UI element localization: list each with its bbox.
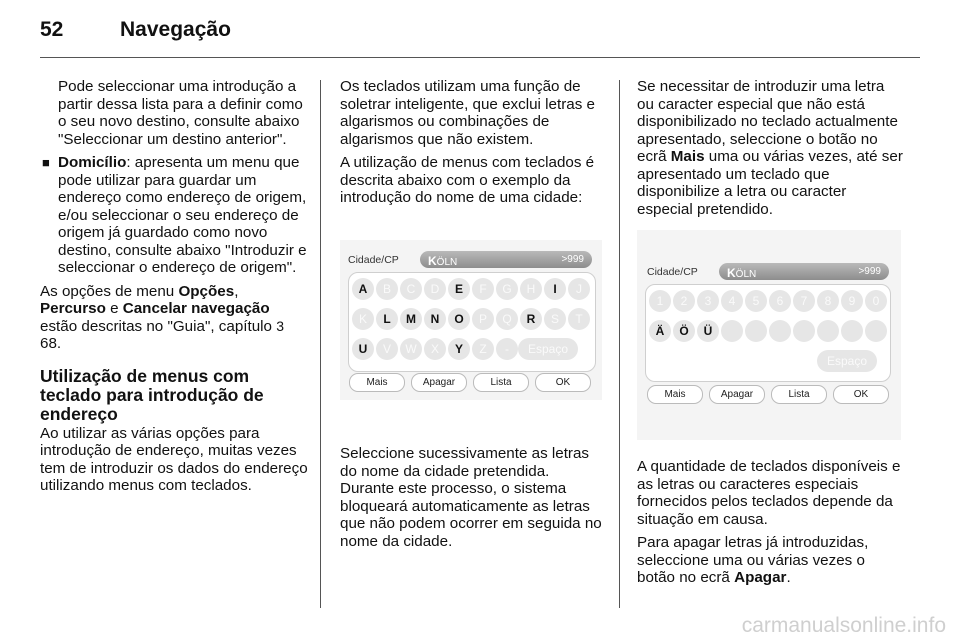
column-divider-1 [320, 80, 321, 608]
text: . [786, 569, 791, 586]
field-label: Cidade/CP [647, 266, 698, 278]
key-V[interactable]: V [376, 338, 398, 360]
key-0[interactable]: 0 [865, 290, 887, 312]
key-Ö[interactable]: Ö [673, 320, 695, 342]
key-2[interactable]: 2 [673, 290, 695, 312]
key-D[interactable]: D [424, 278, 446, 300]
key-L[interactable]: L [376, 308, 398, 330]
key-1[interactable]: 1 [649, 290, 671, 312]
term-domicilio: Domicílio [58, 154, 127, 171]
term-apagar: Apagar [734, 569, 787, 586]
watermark: carmanualsonline.info [741, 614, 946, 637]
text: , [234, 282, 239, 300]
key-3[interactable]: 3 [697, 290, 719, 312]
key-blank[interactable] [745, 320, 767, 342]
key-S[interactable]: S [544, 308, 566, 330]
keyboard-screen-letters [340, 240, 602, 400]
suggested-letters: ÖLN [735, 269, 757, 280]
input-display [420, 251, 592, 268]
col2-paragraph-2: A utilização de menus com teclados é descrita abaixo com o exemplo da introdução do nome de uma cidade: [340, 154, 595, 206]
button-ok[interactable]: OK [833, 385, 889, 404]
key-W[interactable]: W [400, 338, 422, 360]
key-I[interactable]: I [544, 278, 566, 300]
column-3 [637, 78, 903, 224]
key-7[interactable]: 7 [793, 290, 815, 312]
field-label: Cidade/CP [348, 254, 399, 266]
key-N[interactable]: N [424, 308, 446, 330]
section-heading: Utilização de menus com teclado para introdução de endereço [40, 365, 264, 424]
text: e [105, 300, 123, 317]
term-percurso: Percurso [40, 300, 106, 317]
key-P[interactable]: P [472, 308, 494, 330]
key-O[interactable]: O [448, 308, 470, 330]
result-count: >999 [858, 266, 881, 277]
key-blank[interactable] [769, 320, 791, 342]
col1-paragraph-3: Ao utilizar as várias opções para introdução de endereço, muitas vezes tem de introduzir os dados do endereço utilizando menus com teclados. [40, 424, 308, 494]
key-4[interactable]: 4 [721, 290, 743, 312]
key-5[interactable]: 5 [745, 290, 767, 312]
column-divider-2 [619, 80, 620, 608]
col2-paragraph-3: Seleccione sucessivamente as letras do nome da cidade pretendida. Durante este processo, o sistema bloqueará automaticamente as letras que não podem ocorrer em seguida no nome da cidade. [340, 445, 602, 550]
suggested-letters: ÖLN [436, 257, 458, 268]
term-opcoes: Opções [178, 282, 235, 300]
key-Ä[interactable]: Ä [649, 320, 671, 342]
col2-paragraph-1: Os teclados utilizam uma função de soletrar inteligente, que exclui letras e algarismos ou combinações de algarismos que não existem. [340, 78, 595, 148]
col3-paragraph-1 [637, 78, 903, 218]
key-space[interactable]: Espaço [817, 350, 877, 372]
col1-paragraph-2 [40, 283, 308, 353]
key-blank[interactable] [721, 320, 743, 342]
key-F[interactable]: F [472, 278, 494, 300]
key-blank[interactable] [841, 320, 863, 342]
button-mais[interactable]: Mais [349, 373, 405, 392]
button-lista[interactable]: Lista [473, 373, 529, 392]
term-mais: Mais [670, 148, 705, 165]
col1-paragraph-1: Pode seleccionar uma introdução a partir dessa lista para a definir como o seu novo destino, consulte abaixo "Seleccionar um destino anterior". [58, 78, 303, 148]
key-G[interactable]: G [496, 278, 518, 300]
button-apagar[interactable]: Apagar [709, 385, 765, 404]
key-X[interactable]: X [424, 338, 446, 360]
text: uma ou várias vezes, até ser apresentado um teclado que disponibilize a letra ou caracter especial pretendido. [637, 148, 903, 218]
column-1 [40, 78, 308, 501]
col3-paragraph-3 [637, 534, 903, 587]
key-R[interactable]: R [520, 308, 542, 330]
result-count: >999 [561, 254, 584, 265]
button-lista[interactable]: Lista [771, 385, 827, 404]
button-ok[interactable]: OK [535, 373, 591, 392]
key-blank[interactable] [865, 320, 887, 342]
col3-paragraph-2: A quantidade de teclados disponíveis e as letras ou caracteres especiais fornecidos pelos teclados depende da situação em causa. [637, 458, 901, 528]
page-title: Navegação [120, 18, 231, 41]
typed-letter: K [428, 254, 437, 268]
bullet-square-icon: ■ [42, 155, 50, 170]
column-2-bottom [340, 445, 604, 556]
key-Q[interactable]: Q [496, 308, 518, 330]
key-B[interactable]: B [376, 278, 398, 300]
key-9[interactable]: 9 [841, 290, 863, 312]
page-ref: 68. [40, 335, 62, 352]
key-J[interactable]: J [568, 278, 590, 300]
button-apagar[interactable]: Apagar [411, 373, 467, 392]
key-K[interactable]: K [352, 308, 374, 330]
key-Z[interactable]: Z [472, 338, 494, 360]
column-2 [340, 78, 604, 213]
key-blank[interactable] [817, 320, 839, 342]
key--[interactable]: - [496, 338, 518, 360]
key-M[interactable]: M [400, 308, 422, 330]
text: Se necessitar de introduzir uma letra ou caracter especial que não está disponibilizado no teclado actualmente apresentado, seleccione o botão no ecrã [637, 78, 898, 165]
key-E[interactable]: E [448, 278, 470, 300]
key-Y[interactable]: Y [448, 338, 470, 360]
key-space[interactable]: Espaço [518, 338, 578, 360]
typed-letter: K [727, 266, 736, 280]
text: estão descritas no "Guia", capítulo [40, 317, 277, 335]
page-ref-arrow-icon: 3 [276, 317, 284, 334]
key-Ü[interactable]: Ü [697, 320, 719, 342]
key-6[interactable]: 6 [769, 290, 791, 312]
key-U[interactable]: U [352, 338, 374, 360]
text: As opções de menu [40, 282, 179, 300]
bullet-text: : apresenta um menu que pode utilizar para guardar um endereço como endereço de origem, e/ou seleccionar o seu endereço de origem já guardado como novo destino, consulte abaixo "Introduzir e seleccionar o endereço de origem". [58, 154, 307, 276]
text: Para apagar letras já introduzidas, seleccione uma ou várias vezes o botão no ecrã [637, 534, 869, 586]
column-3-bottom [637, 458, 903, 593]
key-C[interactable]: C [400, 278, 422, 300]
keyboard-screen-special [637, 230, 901, 440]
key-H[interactable]: H [520, 278, 542, 300]
key-A[interactable]: A [352, 278, 374, 300]
term-cancelar: Cancelar navegação [122, 300, 270, 317]
input-display [719, 263, 889, 280]
key-8[interactable]: 8 [817, 290, 839, 312]
key-T[interactable]: T [568, 308, 590, 330]
header-rule [40, 57, 920, 58]
key-blank[interactable] [793, 320, 815, 342]
button-mais[interactable]: Mais [647, 385, 703, 404]
page-number: 52 [40, 18, 64, 41]
bullet-domicilio [40, 154, 308, 277]
